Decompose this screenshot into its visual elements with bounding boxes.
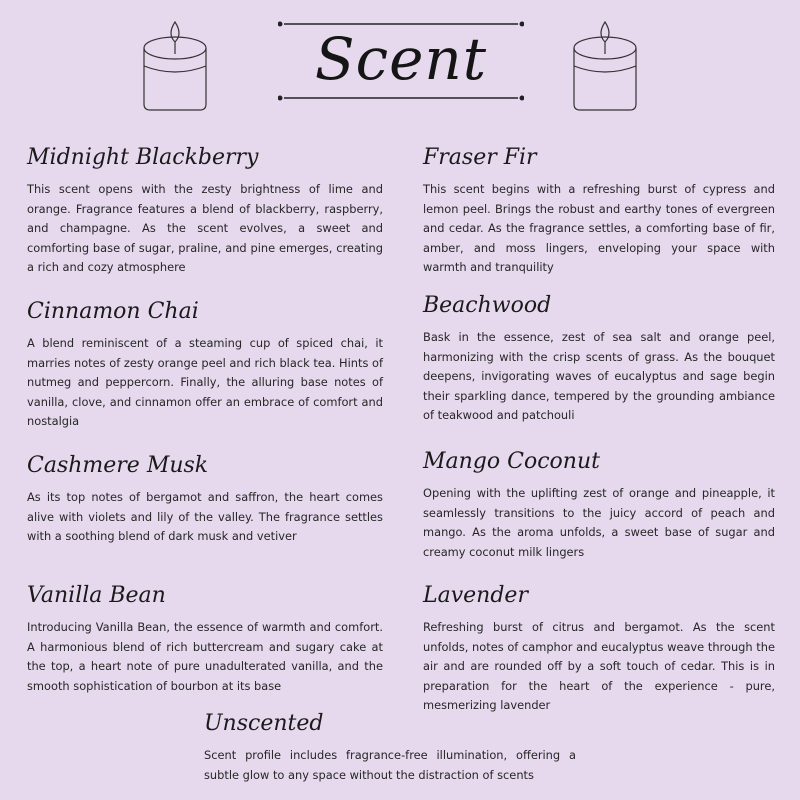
- scent-description: Scent profile includes fragrance-free illumination, offering a subtle glow to any space without the distraction of scents: [204, 748, 576, 782]
- scent-vanilla-bean: [27, 582, 383, 696]
- header: [0, 0, 800, 130]
- scent-unscented: [204, 710, 576, 785]
- scent-name: Midnight Blackberry: [27, 145, 259, 170]
- scent-name: Fraser Fir: [423, 145, 537, 170]
- candle-icon: [130, 14, 220, 114]
- scent-name: Vanilla Bean: [27, 583, 166, 608]
- scent-description: Refreshing burst of citrus and bergamot. As the scent unfolds, notes of camphor and eucalyptus weave through the air and are rounded off by a soft touch of cedar. This is in preparation for the heart of the experience - pure, mesmerizing lavender: [423, 620, 775, 712]
- scent-name: Mango Coconut: [423, 449, 600, 474]
- scent-description: Opening with the uplifting zest of orange and pineapple, it seamlessly transitions to the juicy accord of peach and mango. As the aroma unfolds, a sweet base of sugar and creamy coconut milk lingers: [423, 486, 775, 559]
- title-banner: [278, 16, 524, 106]
- scent-midnight-blackberry: [27, 144, 383, 278]
- scent-name: Beachwood: [423, 293, 552, 318]
- scent-name: Cinnamon Chai: [27, 299, 199, 324]
- scent-name: Cashmere Musk: [27, 453, 209, 478]
- candle-icon: [560, 14, 650, 114]
- scent-description: This scent opens with the zesty brightness of lime and orange. Fragrance features a blend of blackberry, raspberry, and champagne. As the scent evolves, a sweet and comforting base of sugar, praline, and pine emerges, creating a rich and cozy atmosphere: [27, 182, 383, 274]
- scent-description: A blend reminiscent of a steaming cup of spiced chai, it marries notes of zesty orange peel and rich black tea. Hints of nutmeg and peppercorn. Finally, the alluring base notes of vanilla, clove, and cinnamon offer an embrace of comfort and nostalgia: [27, 336, 383, 428]
- scent-description: This scent begins with a refreshing burst of cypress and lemon peel. Brings the robust and earthy tones of evergreen and cedar. As the fragrance settles, a comforting base of fir, amber, and moss lingers, enveloping your space with warmth and tranquility: [423, 182, 775, 274]
- scent-lavender: [423, 582, 775, 716]
- scent-cinnamon-chai: [27, 298, 383, 432]
- scent-name: Unscented: [204, 711, 324, 736]
- page-title: Scent: [314, 25, 488, 93]
- scent-description: As its top notes of bergamot and saffron, the heart comes alive with violets and lily of the valley. The fragrance settles with a soothing blend of dark musk and vetiver: [27, 490, 383, 543]
- scent-fraser-fir: [423, 144, 775, 278]
- scent-description: Introducing Vanilla Bean, the essence of warmth and comfort. A harmonious blend of rich buttercream and sugary cake at the top, a heart note of pure unadulterated vanilla, and the smooth sophistication of bourbon at its base: [27, 620, 383, 693]
- scent-name: Lavender: [423, 583, 528, 608]
- scent-cashmere-musk: [27, 452, 383, 547]
- scent-beachwood: [423, 292, 775, 426]
- scent-description: Bask in the essence, zest of sea salt and orange peel, harmonizing with the crisp scents of grass. As the bouquet deepens, invigorating waves of eucalyptus and sage begin their sparkling dance, tempered by the grounding ambiance of teakwood and patchouli: [423, 330, 775, 422]
- scent-mango-coconut: [423, 448, 775, 562]
